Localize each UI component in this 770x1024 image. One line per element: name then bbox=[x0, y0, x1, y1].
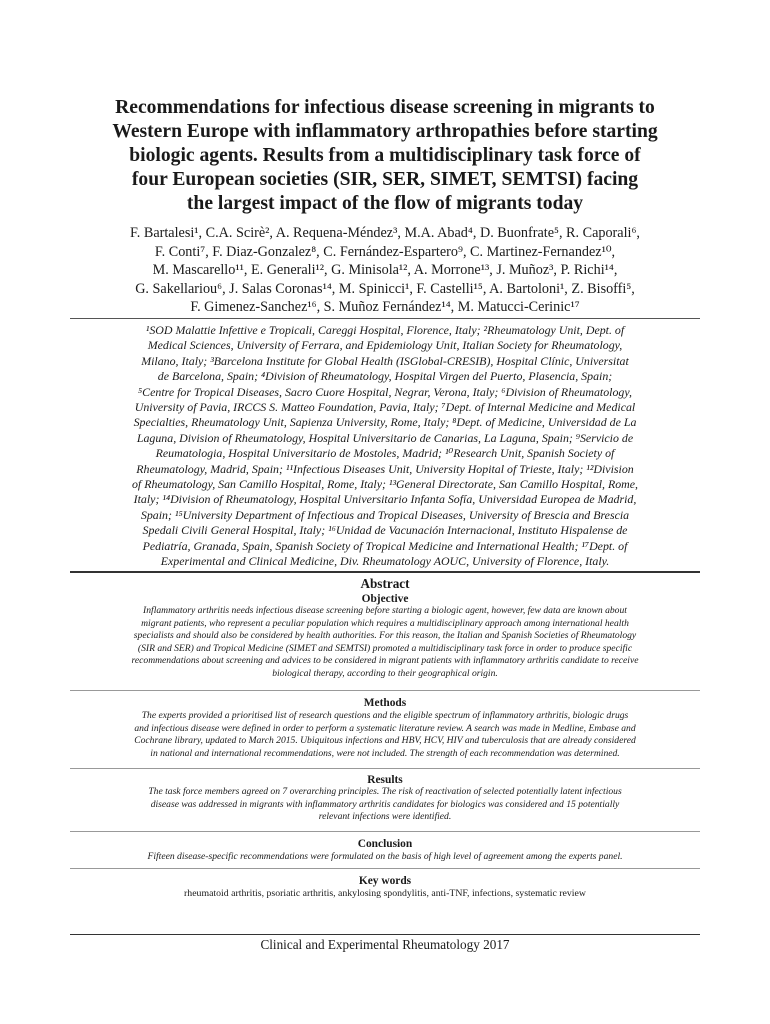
footer-divider bbox=[70, 934, 700, 935]
keywords-line: rheumatoid arthritis, psoriatic arthritis, ankylosing spondylitis, anti-TNF, infections, systematic review bbox=[184, 888, 586, 899]
section-divider bbox=[70, 690, 700, 691]
affiliation-line: de Barcelona, Spain; ⁴Division of Rheumatology, Hospital Virgen del Puerto, Plasencia, Spain; bbox=[157, 369, 613, 384]
affiliation-line: Specialties, Rheumatology Unit, Sapienza University, Rome, Italy; ⁸Dept. of Medicine, Universidad de La bbox=[133, 415, 637, 430]
conclusion-heading: Conclusion bbox=[357, 838, 413, 850]
affiliation-line: Milano, Italy; ³Barcelona Institute for Global Health (ISGlobal-CRESIB), Hospital Clínic, Universitat bbox=[141, 353, 629, 368]
abstract-heading: Abstract bbox=[360, 576, 410, 591]
title-line: Western Europe with inflammatory arthropathies before starting bbox=[112, 121, 658, 142]
keywords-text bbox=[70, 888, 700, 901]
author-line: G. Sakellariou⁶, J. Salas Coronas¹⁴, M. Spinicci¹, F. Castelli¹⁵, A. Bartoloni¹, Z. Bisoffi⁵, bbox=[135, 280, 635, 297]
methods-text bbox=[70, 710, 700, 760]
results-heading: Results bbox=[367, 774, 403, 786]
objective-line: migrant patients, who represent a peculiar population which requires a multidisciplinary approach among international health bbox=[141, 617, 629, 629]
objective-line: recommendations about screening and advices to be considered in migrant patients with inflammatory arthritis candidate to receive bbox=[131, 655, 639, 667]
results-line: relevant infections were identified. bbox=[318, 811, 452, 823]
affiliation-line: ¹SOD Malattie Infettive e Tropicali, Careggi Hospital, Florence, Italy; ²Rheumatology Unit, Dept. of bbox=[145, 323, 625, 337]
methods-heading: Methods bbox=[363, 697, 407, 709]
objective-line: specialists and should also be considered by health authorities. For this reason, the Italian and Spanish Societies of Rheumatology bbox=[133, 630, 637, 642]
affiliation-line: Spedali Civili General Hospital, Italy; ¹⁶Unidad de Vacunación Internacional, Instituto Hispalense de bbox=[142, 523, 628, 538]
title-line: the largest impact of the flow of migrants today bbox=[186, 193, 584, 214]
author-list bbox=[70, 224, 700, 317]
abstract-top-divider bbox=[70, 571, 700, 573]
affiliation-line: of Rheumatology, San Camillo Hospital, Rome, Italy; ¹³General Directorate, San Camillo Hospital, Rome, bbox=[131, 477, 639, 492]
methods-line: and infectious disease were defined in order to perform a systematic literature review. A search was made in Medline, Embase and bbox=[134, 722, 636, 734]
methods-line: The experts provided a prioritised list of research questions and the eligible spectrum of inflammatory arthritis, biologic drugs bbox=[141, 710, 629, 721]
affiliation-line: Pediatría, Granada, Spain, Spanish Society of Tropical Medicine and International Health; ¹⁷Dept. of bbox=[142, 538, 628, 553]
objective-text bbox=[70, 605, 700, 681]
section-divider bbox=[70, 868, 700, 869]
affiliation-line: Laguna, Division of Rheumatology, Hospital Universitario de Canarias, La Laguna, Spain; ⁹Servicio de bbox=[136, 430, 634, 445]
author-line: F. Bartalesi¹, C.A. Scirè², A. Requena-Méndez³, M.A. Abad⁴, D. Buonfrate⁵, R. Caporali⁶, bbox=[130, 225, 640, 241]
title-line: four European societies (SIR, SER, SIMET, SEMTSI) facing bbox=[131, 169, 639, 190]
objective-heading: Objective bbox=[361, 593, 409, 605]
conclusion-line: Fifteen disease-specific recommendations were formulated on the basis of high level of agreement among the experts panel. bbox=[147, 851, 623, 862]
author-line: M. Mascarello¹¹, E. Generali¹², G. Minisola¹², A. Morrone¹³, J. Muñoz³, P. Richi¹⁴, bbox=[152, 262, 618, 279]
paper-title bbox=[70, 96, 700, 216]
objective-line: biological therapy, according to their geographical origin. bbox=[272, 667, 498, 679]
title-line: biologic agents. Results from a multidisciplinary task force of bbox=[129, 145, 641, 166]
methods-line: Cochrane library, updated to March 2015. Ubiquitous infections and HBV, HCV, HIV and tuberculosis that are already considered bbox=[134, 735, 636, 747]
journal-footer: Clinical and Experimental Rheumatology 2017 bbox=[260, 937, 510, 952]
affiliation-line: Medical Sciences, University of Ferrara, and Epidemiology Unit, Italian Society for Rheumatology, bbox=[147, 338, 623, 353]
keywords-heading: Key words bbox=[358, 875, 412, 887]
objective-line: Inflammatory arthritis needs infectious disease screening before starting a biologic agent, however, few data are known about bbox=[143, 605, 627, 616]
affiliation-line: Spain; ¹⁵University Department of Infectious and Tropical Diseases, University of Brescia and Brescia bbox=[140, 507, 630, 522]
affiliation-line: Reumatologia, Hospital Universitario de Mostoles, Madrid; ¹⁰Research Unit, Spanish Society of bbox=[155, 446, 615, 461]
affiliation-line: University of Pavia, IRCCS S. Matteo Foundation, Pavia, Italy; ⁷Dept. of Internal Medicine and Medical bbox=[134, 400, 636, 415]
objective-line: (SIR and SER) and Tropical Medicine (SIMET and SEMTSI) promoted a multidisciplinary task force in order to produce specific bbox=[137, 642, 633, 654]
affiliation-line: Experimental and Clinical Medicine, Div. Rheumatology AOUC, University of Florence, Italy. bbox=[160, 554, 610, 569]
affiliation-line: Italy; ¹⁴Division of Rheumatology, Hospital Universitario Infanta Sofía, Universidad Europea de Madrid, bbox=[133, 492, 637, 507]
conclusion-text bbox=[70, 851, 700, 864]
affiliation-line: ⁵Centre for Tropical Diseases, Sacro Cuore Hospital, Negrar, Verona, Italy; ⁶Division of Rheumatology, bbox=[138, 384, 632, 399]
section-divider bbox=[70, 768, 700, 769]
author-line: F. Gimenez-Sanchez¹⁶, S. Muñoz Fernández¹⁴, M. Matucci-Cerinic¹⁷ bbox=[190, 299, 580, 316]
affiliation-line: Rheumatology, Madrid, Spain; ¹¹Infectious Diseases Unit, University Hopital of Trieste, Italy; ¹²Division bbox=[136, 461, 634, 476]
title-line: Recommendations for infectious disease screening in migrants to bbox=[115, 97, 655, 118]
methods-line: in national and international recommendations, were not included. The strength of each recommendation was determined. bbox=[150, 747, 620, 759]
results-line: The task force members agreed on 7 overarching principles. The risk of reactivation of selected potentially latent infectious bbox=[148, 786, 622, 797]
results-line: disease was addressed in migrants with inflammatory arthritis candidates for biologics was considered and 15 potentially bbox=[150, 798, 620, 810]
author-line: F. Conti⁷, F. Diaz-Gonzalez⁸, C. Fernández-Espartero⁹, C. Martinez-Fernandez¹⁰, bbox=[154, 243, 616, 260]
affiliations bbox=[70, 323, 700, 570]
section-divider bbox=[70, 831, 700, 832]
affiliation-top-divider bbox=[70, 318, 700, 319]
results-text bbox=[70, 786, 700, 824]
